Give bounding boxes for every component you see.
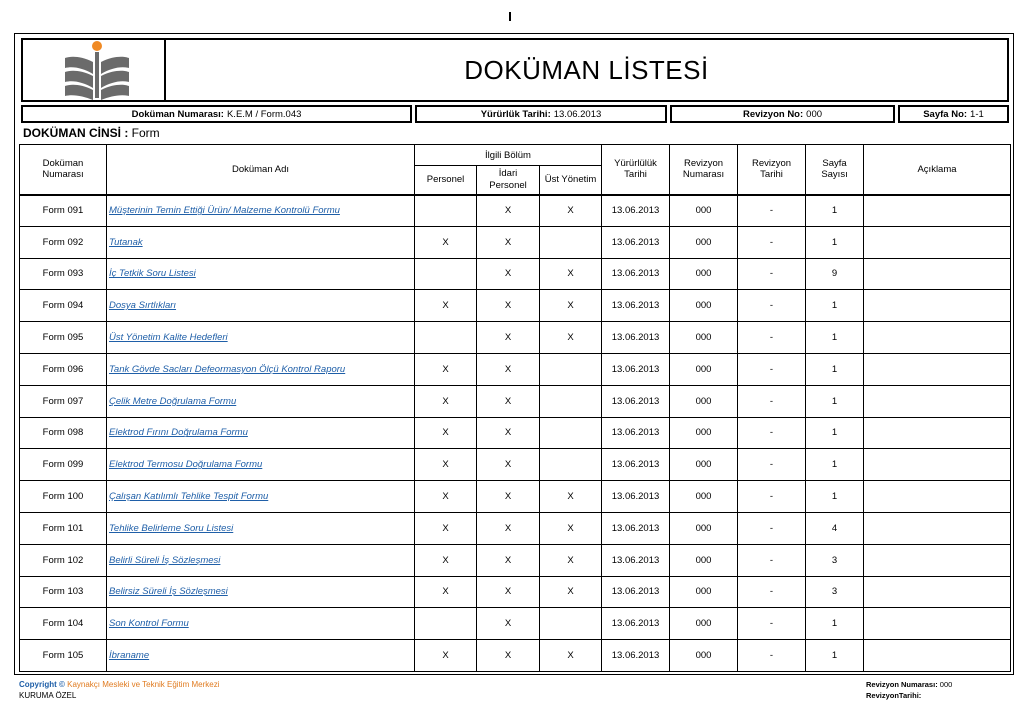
doc-name-cell bbox=[107, 449, 415, 481]
doc-number-cell: Form 094 bbox=[20, 290, 107, 322]
revision-number-cell: 000 bbox=[670, 353, 738, 385]
revision-date-cell: - bbox=[738, 449, 806, 481]
notes-cell bbox=[864, 640, 1011, 672]
doc-name-cell bbox=[107, 512, 415, 544]
table-body bbox=[20, 195, 1011, 672]
col-personel: Personel bbox=[415, 166, 477, 195]
doc-number-cell: Form 091 bbox=[20, 195, 107, 227]
table-row bbox=[20, 481, 1011, 513]
idari-personel-cell: X bbox=[477, 544, 540, 576]
revision-date-cell: - bbox=[738, 608, 806, 640]
table-row bbox=[20, 353, 1011, 385]
notes-cell bbox=[864, 544, 1011, 576]
col-effective-date-line2: Tarihi bbox=[624, 169, 647, 181]
doc-number-cell: Form 100 bbox=[20, 481, 107, 513]
doc-name-link[interactable]: Tehlike Belirleme Soru Listesi bbox=[109, 522, 234, 534]
doc-name-cell bbox=[107, 195, 415, 227]
revision-number-cell: 000 bbox=[670, 385, 738, 417]
ust-yonetim-cell bbox=[540, 417, 602, 449]
ust-yonetim-cell: X bbox=[540, 544, 602, 576]
effective-date-cell: 13.06.2013 bbox=[602, 258, 670, 290]
doc-name-link[interactable]: İbraname bbox=[109, 650, 150, 662]
notes-cell bbox=[864, 417, 1011, 449]
effective-date-cell: 13.06.2013 bbox=[602, 226, 670, 258]
ust-yonetim-cell bbox=[540, 449, 602, 481]
revision-date-cell: - bbox=[738, 417, 806, 449]
doc-number-cell: Form 103 bbox=[20, 576, 107, 608]
col-related-group: İlgili Bölüm bbox=[415, 145, 602, 166]
doc-name-cell bbox=[107, 226, 415, 258]
revision-number-cell: 000 bbox=[670, 576, 738, 608]
doc-number-cell: Form 095 bbox=[20, 322, 107, 354]
personel-cell: X bbox=[415, 512, 477, 544]
page-count-cell: 4 bbox=[806, 512, 864, 544]
ust-yonetim-cell bbox=[540, 353, 602, 385]
ust-yonetim-cell: X bbox=[540, 576, 602, 608]
idari-personel-cell: X bbox=[477, 576, 540, 608]
institution-logo-icon bbox=[21, 38, 166, 102]
revision-date-cell: - bbox=[738, 353, 806, 385]
effective-date-cell: 13.06.2013 bbox=[602, 576, 670, 608]
ust-yonetim-cell bbox=[540, 385, 602, 417]
revision-number-cell: 000 bbox=[670, 449, 738, 481]
document-type bbox=[23, 126, 160, 140]
doc-number-cell: Form 102 bbox=[20, 544, 107, 576]
private-label: KURUMA ÖZEL bbox=[19, 691, 77, 700]
doc-name-cell bbox=[107, 322, 415, 354]
notes-cell bbox=[864, 481, 1011, 513]
col-idari-line2: Personel bbox=[489, 179, 527, 191]
page-count-cell: 1 bbox=[806, 608, 864, 640]
logo-box bbox=[21, 38, 166, 102]
idari-personel-cell: X bbox=[477, 353, 540, 385]
revision-number-cell bbox=[670, 105, 895, 123]
idari-personel-cell: X bbox=[477, 385, 540, 417]
page-marker bbox=[509, 12, 511, 21]
idari-personel-cell: X bbox=[477, 322, 540, 354]
revision-date-cell: - bbox=[738, 290, 806, 322]
table-row bbox=[20, 195, 1011, 227]
revision-number-cell: 000 bbox=[670, 481, 738, 513]
effective-date-cell: 13.06.2013 bbox=[602, 385, 670, 417]
page-number-value: 1-1 bbox=[970, 108, 984, 120]
personel-cell: X bbox=[415, 385, 477, 417]
personel-cell bbox=[415, 322, 477, 354]
col-idari-personel bbox=[477, 166, 540, 195]
revision-number-cell: 000 bbox=[670, 544, 738, 576]
effective-date-cell bbox=[415, 105, 667, 123]
revision-number-cell: 000 bbox=[670, 608, 738, 640]
revision-date-cell: - bbox=[738, 322, 806, 354]
col-ust-yonetim: Üst Yönetim bbox=[540, 166, 602, 195]
document-header bbox=[21, 38, 1009, 102]
revision-date-cell: - bbox=[738, 640, 806, 672]
page-count-cell: 1 bbox=[806, 322, 864, 354]
page-count-cell: 1 bbox=[806, 417, 864, 449]
revision-date-cell: - bbox=[738, 512, 806, 544]
doc-name-cell bbox=[107, 258, 415, 290]
col-revision-number bbox=[670, 145, 738, 195]
revision-number-label: Revizyon No: bbox=[742, 108, 804, 120]
personel-cell: X bbox=[415, 290, 477, 322]
revision-date-cell: - bbox=[738, 576, 806, 608]
footer-left bbox=[19, 679, 219, 701]
ust-yonetim-cell: X bbox=[540, 195, 602, 227]
page-count-cell: 1 bbox=[806, 385, 864, 417]
doc-number-label: Doküman Numarası: bbox=[131, 108, 224, 120]
revision-number-cell: 000 bbox=[670, 195, 738, 227]
revision-number-cell: 000 bbox=[670, 417, 738, 449]
page-count-cell: 1 bbox=[806, 640, 864, 672]
page-number-label: Sayfa No: bbox=[923, 108, 968, 120]
copyright-text: Copyright © bbox=[19, 680, 65, 689]
doc-name-cell bbox=[107, 290, 415, 322]
table-row bbox=[20, 417, 1011, 449]
revision-number-cell: 000 bbox=[670, 290, 738, 322]
doc-number-cell bbox=[21, 105, 412, 123]
effective-date-cell: 13.06.2013 bbox=[602, 608, 670, 640]
col-page-count bbox=[806, 145, 864, 195]
personel-cell: X bbox=[415, 640, 477, 672]
effective-date-cell: 13.06.2013 bbox=[602, 449, 670, 481]
idari-personel-cell: X bbox=[477, 226, 540, 258]
page-count-cell: 3 bbox=[806, 544, 864, 576]
doc-name-cell bbox=[107, 385, 415, 417]
idari-personel-cell: X bbox=[477, 195, 540, 227]
doc-name-link[interactable]: Çalışan Katılımlı Tehlike Tespit Formu bbox=[109, 491, 269, 503]
page-count-cell: 9 bbox=[806, 258, 864, 290]
organization-name: Kaynakçı Mesleki ve Teknik Eğitim Merkezi bbox=[67, 680, 220, 689]
document-type-value: Form bbox=[131, 126, 160, 140]
doc-name-link[interactable]: Üst Yönetim Kalite Hedefleri bbox=[109, 332, 228, 344]
table-row bbox=[20, 258, 1011, 290]
footer-right bbox=[866, 679, 952, 701]
revision-number-cell: 000 bbox=[670, 258, 738, 290]
page-title: DOKÜMAN LİSTESİ bbox=[464, 54, 709, 85]
revision-number-value: 000 bbox=[806, 108, 823, 120]
revision-date-cell: - bbox=[738, 226, 806, 258]
page-count-cell: 1 bbox=[806, 226, 864, 258]
doc-name-cell bbox=[107, 481, 415, 513]
personel-cell: X bbox=[415, 576, 477, 608]
effective-date-cell: 13.06.2013 bbox=[602, 417, 670, 449]
doc-name-cell bbox=[107, 417, 415, 449]
effective-date-cell: 13.06.2013 bbox=[602, 322, 670, 354]
doc-number-cell: Form 097 bbox=[20, 385, 107, 417]
idari-personel-cell: X bbox=[477, 417, 540, 449]
idari-personel-cell: X bbox=[477, 258, 540, 290]
doc-name-link[interactable]: Tank Gövde Sacları Defeormasyon Ölçü Kontrol Raporu bbox=[109, 363, 346, 375]
footer-revision-number-label: Revizyon Numarası: bbox=[866, 680, 938, 689]
doc-name-link[interactable]: Dosya Sırtlıkları bbox=[109, 300, 177, 312]
doc-name-link[interactable]: Belirli Süreli İş Sözleşmesi bbox=[109, 554, 221, 566]
page-number-cell bbox=[898, 105, 1009, 123]
doc-name-cell bbox=[107, 544, 415, 576]
table-row bbox=[20, 226, 1011, 258]
effective-date-cell: 13.06.2013 bbox=[602, 640, 670, 672]
page-count-cell: 1 bbox=[806, 481, 864, 513]
col-effective-date bbox=[602, 145, 670, 195]
col-doc-name: Doküman Adı bbox=[107, 145, 415, 195]
doc-name-link[interactable]: Belirsiz Süreli İş Sözleşmesi bbox=[109, 586, 228, 598]
document-list-table bbox=[19, 144, 1011, 672]
footer-revision-date-label: RevizyonTarihi: bbox=[866, 691, 922, 700]
doc-name-cell bbox=[107, 353, 415, 385]
table-row bbox=[20, 576, 1011, 608]
ust-yonetim-cell: X bbox=[540, 322, 602, 354]
personel-cell: X bbox=[415, 417, 477, 449]
doc-number-cell: Form 096 bbox=[20, 353, 107, 385]
table-row bbox=[20, 385, 1011, 417]
col-page-count-line2: Sayısı bbox=[821, 169, 848, 181]
revision-number-cell: 000 bbox=[670, 322, 738, 354]
ust-yonetim-cell bbox=[540, 608, 602, 640]
notes-cell bbox=[864, 322, 1011, 354]
col-idari-line1: İdari bbox=[498, 167, 518, 179]
col-doc-number-line1: Doküman bbox=[42, 158, 84, 170]
notes-cell bbox=[864, 258, 1011, 290]
title-box bbox=[166, 38, 1009, 102]
personel-cell bbox=[415, 258, 477, 290]
effective-date-cell: 13.06.2013 bbox=[602, 290, 670, 322]
table-row bbox=[20, 640, 1011, 672]
ust-yonetim-cell: X bbox=[540, 640, 602, 672]
col-revision-date-line1: Revizyon bbox=[751, 158, 792, 170]
col-effective-date-line1: Yürürlülük bbox=[614, 158, 657, 170]
page-count-cell: 1 bbox=[806, 290, 864, 322]
ust-yonetim-cell: X bbox=[540, 290, 602, 322]
personel-cell: X bbox=[415, 226, 477, 258]
doc-number-cell: Form 104 bbox=[20, 608, 107, 640]
personel-cell bbox=[415, 195, 477, 227]
doc-name-link[interactable]: Elektrod Fırını Doğrulama Formu bbox=[109, 427, 248, 439]
col-doc-number bbox=[20, 145, 107, 195]
doc-name-cell bbox=[107, 608, 415, 640]
doc-number-cell: Form 092 bbox=[20, 226, 107, 258]
doc-name-link[interactable]: İç Tetkik Soru Listesi bbox=[109, 268, 196, 280]
effective-date-cell: 13.06.2013 bbox=[602, 481, 670, 513]
effective-date-cell: 13.06.2013 bbox=[602, 512, 670, 544]
document-type-label: DOKÜMAN CİNSİ : bbox=[23, 126, 129, 140]
revision-number-cell: 000 bbox=[670, 640, 738, 672]
col-revision-date bbox=[738, 145, 806, 195]
ust-yonetim-cell: X bbox=[540, 481, 602, 513]
page-count-cell: 1 bbox=[806, 353, 864, 385]
idari-personel-cell: X bbox=[477, 512, 540, 544]
idari-personel-cell: X bbox=[477, 290, 540, 322]
revision-date-cell: - bbox=[738, 544, 806, 576]
effective-date-cell: 13.06.2013 bbox=[602, 544, 670, 576]
notes-cell bbox=[864, 512, 1011, 544]
personel-cell bbox=[415, 608, 477, 640]
table-row bbox=[20, 512, 1011, 544]
col-notes: Açıklama bbox=[864, 145, 1011, 195]
doc-number-value: K.E.M / Form.043 bbox=[226, 108, 302, 120]
table-row bbox=[20, 544, 1011, 576]
ust-yonetim-cell: X bbox=[540, 258, 602, 290]
revision-number-cell: 000 bbox=[670, 226, 738, 258]
effective-date-cell: 13.06.2013 bbox=[602, 353, 670, 385]
idari-personel-cell: X bbox=[477, 608, 540, 640]
col-revision-number-line1: Revizyon bbox=[683, 158, 724, 170]
effective-date-value: 13.06.2013 bbox=[553, 108, 602, 120]
ust-yonetim-cell: X bbox=[540, 512, 602, 544]
notes-cell bbox=[864, 226, 1011, 258]
personel-cell: X bbox=[415, 353, 477, 385]
col-doc-number-line2: Numarası bbox=[42, 169, 84, 181]
revision-date-cell: - bbox=[738, 195, 806, 227]
notes-cell bbox=[864, 449, 1011, 481]
effective-date-cell: 13.06.2013 bbox=[602, 195, 670, 227]
notes-cell bbox=[864, 290, 1011, 322]
doc-number-cell: Form 105 bbox=[20, 640, 107, 672]
revision-number-cell: 000 bbox=[670, 512, 738, 544]
personel-cell: X bbox=[415, 449, 477, 481]
table-row bbox=[20, 290, 1011, 322]
doc-name-link[interactable]: Müşterinin Temin Ettiği Ürün/ Malzeme Kontrolü Formu bbox=[109, 205, 340, 217]
doc-name-link[interactable]: Çelik Metre Doğrulama Formu bbox=[109, 395, 237, 407]
table-row bbox=[20, 449, 1011, 481]
doc-number-cell: Form 099 bbox=[20, 449, 107, 481]
col-revision-date-line2: Tarihi bbox=[760, 169, 783, 181]
page-count-cell: 1 bbox=[806, 195, 864, 227]
idari-personel-cell: X bbox=[477, 449, 540, 481]
revision-date-cell: - bbox=[738, 258, 806, 290]
table-row bbox=[20, 608, 1011, 640]
doc-name-link[interactable]: Tutanak bbox=[109, 236, 143, 248]
doc-name-cell bbox=[107, 640, 415, 672]
page-count-cell: 3 bbox=[806, 576, 864, 608]
notes-cell bbox=[864, 576, 1011, 608]
doc-number-cell: Form 101 bbox=[20, 512, 107, 544]
doc-name-link[interactable]: Elektrod Termosu Doğrulama Formu bbox=[109, 459, 263, 471]
idari-personel-cell: X bbox=[477, 481, 540, 513]
idari-personel-cell: X bbox=[477, 640, 540, 672]
revision-date-cell: - bbox=[738, 481, 806, 513]
notes-cell bbox=[864, 608, 1011, 640]
footer-revision-number-value: 000 bbox=[939, 680, 953, 689]
col-page-count-line1: Sayfa bbox=[822, 158, 847, 170]
notes-cell bbox=[864, 353, 1011, 385]
page-count-cell: 1 bbox=[806, 449, 864, 481]
document-info-row bbox=[21, 105, 1009, 123]
personel-cell: X bbox=[415, 481, 477, 513]
doc-name-link[interactable]: Son Kontrol Formu bbox=[109, 618, 189, 630]
doc-number-cell: Form 093 bbox=[20, 258, 107, 290]
effective-date-label: Yürürlük Tarihi: bbox=[480, 108, 551, 120]
doc-name-cell bbox=[107, 576, 415, 608]
notes-cell bbox=[864, 195, 1011, 227]
revision-date-cell: - bbox=[738, 385, 806, 417]
ust-yonetim-cell bbox=[540, 226, 602, 258]
doc-number-cell: Form 098 bbox=[20, 417, 107, 449]
col-revision-number-line2: Numarası bbox=[682, 169, 725, 181]
notes-cell bbox=[864, 385, 1011, 417]
personel-cell: X bbox=[415, 544, 477, 576]
table-row bbox=[20, 322, 1011, 354]
